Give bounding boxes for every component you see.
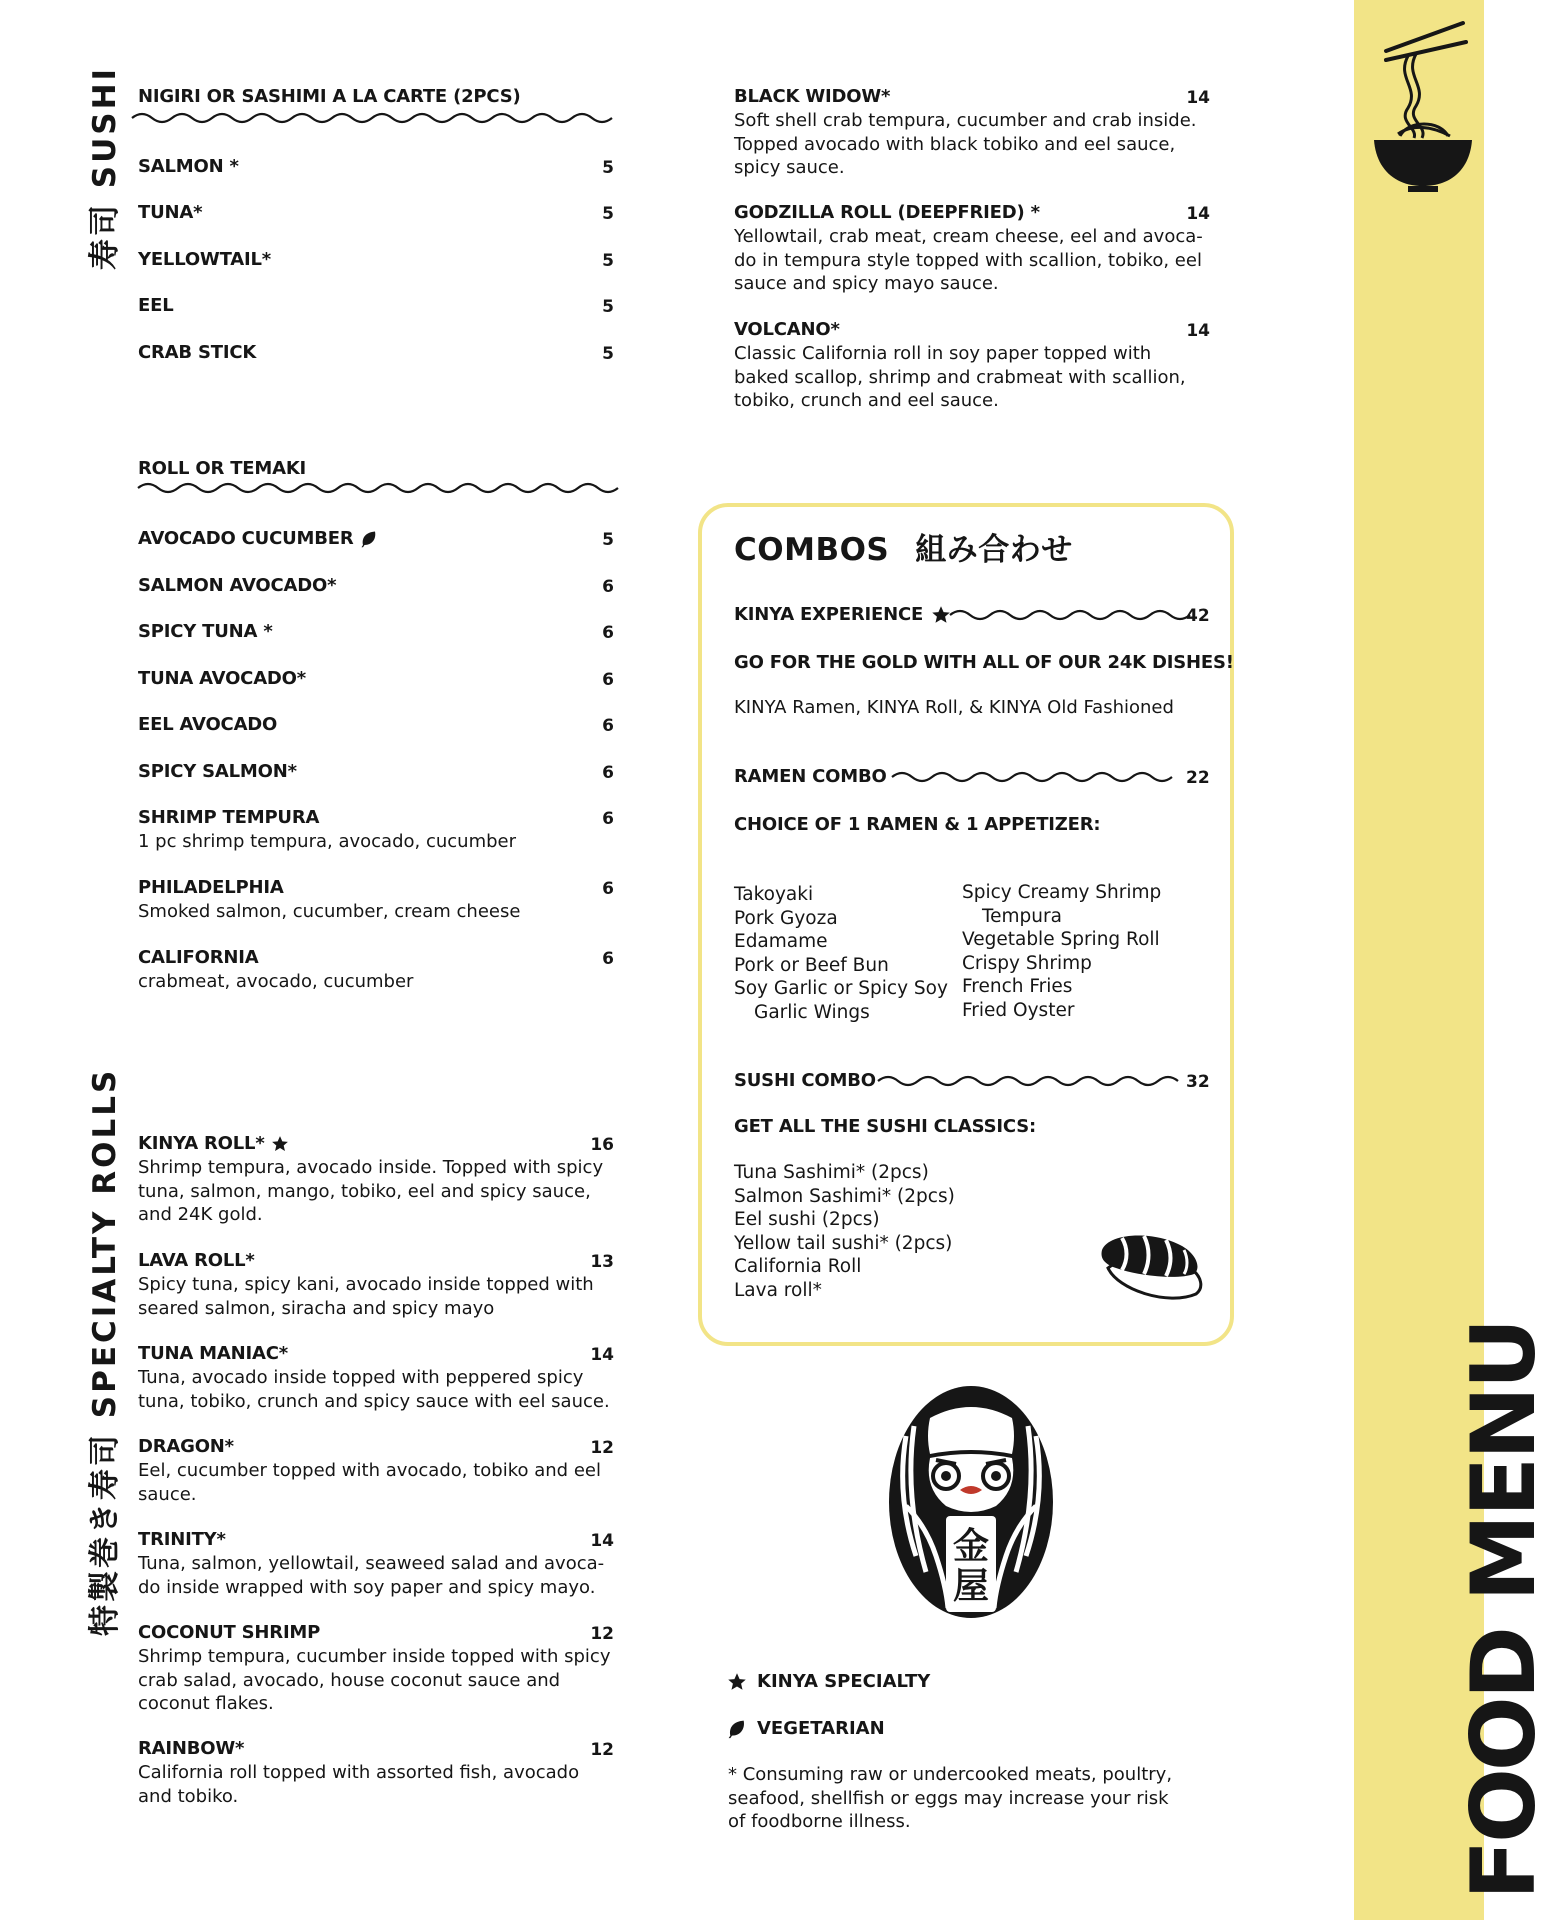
menu-item-description: Spicy tuna, spicy kani, avocado inside topped with seared salmon, siracha and spicy mayo — [138, 1274, 594, 1319]
menu-item-price: 6 — [602, 716, 614, 736]
menu-item-description: Tuna, avocado inside topped with peppered spicy tuna, tobiko, crunch and spicy sauce with eel sauce. — [138, 1367, 610, 1412]
menu-item-name: EEL — [138, 295, 174, 316]
menu-item — [138, 1250, 614, 1320]
menu-item-price: 5 — [602, 530, 614, 550]
wave-divider — [892, 769, 1178, 785]
menu-item — [138, 575, 614, 596]
rolls-title: ROLL OR TEMAKI — [138, 458, 307, 479]
wave-divider — [138, 480, 616, 496]
legend-specialty: KINYA SPECIALTY — [727, 1671, 930, 1692]
menu-item-name: RAINBOW* — [138, 1738, 245, 1759]
menu-item-name: TUNA MANIAC* — [138, 1343, 288, 1364]
menu-item-name: AVOCADO CUCUMBER — [138, 528, 614, 549]
list-item: Fried Oyster — [962, 999, 1075, 1021]
menu-item-name: YELLOWTAIL* — [138, 249, 271, 270]
list-item: Edamame — [734, 931, 828, 953]
menu-item-price: 14 — [590, 1345, 614, 1365]
menu-item — [138, 249, 614, 270]
menu-item-description: Classic California roll in soy paper topped with baked scallop, shrimp and crabmeat with scallion, tobiko, crunch and eel sauce. — [734, 343, 1186, 411]
sushi-combo-items — [734, 1161, 955, 1303]
allergy-note: * Consuming raw or undercooked meats, poultry, seafood, shellfish or eggs may increase your risk of foodborne illness. — [728, 1764, 1173, 1832]
kinya-experience-price: 42 — [1186, 606, 1210, 626]
menu-item-price: 14 — [1186, 88, 1210, 108]
menu-item-price: 12 — [590, 1624, 614, 1644]
menu-item — [138, 342, 614, 363]
menu-item — [138, 1529, 614, 1599]
menu-item — [138, 528, 614, 549]
menu-item-name: BLACK WIDOW* — [734, 86, 891, 107]
wave-divider — [878, 1073, 1178, 1089]
menu-item-name: TUNA* — [138, 202, 203, 223]
menu-item-name: CRAB STICK — [138, 342, 257, 363]
logo-kanji-top: 金 — [952, 1526, 990, 1567]
menu-item-name: PHILADELPHIA — [138, 877, 284, 898]
legend-vegetarian: VEGETARIAN — [727, 1718, 885, 1739]
sushi-section-label: 寿司 SUSHI — [87, 65, 123, 270]
menu-item — [138, 947, 614, 994]
sushi-combo-tagline: GET ALL THE SUSHI CLASSICS: — [734, 1116, 1036, 1137]
menu-item — [138, 1133, 614, 1227]
menu-item — [138, 202, 614, 223]
menu-item-price: 13 — [590, 1252, 614, 1272]
menu-item — [138, 1436, 614, 1506]
menu-item-name: TUNA AVOCADO* — [138, 668, 306, 689]
menu-item-price: 5 — [602, 204, 614, 224]
list-item: Takoyaki — [734, 884, 814, 905]
menu-item-name: TRINITY* — [138, 1529, 226, 1550]
list-item: Soy Garlic or Spicy Soy — [734, 978, 948, 1000]
menu-item-price: 6 — [602, 577, 614, 597]
menu-item-price: 6 — [602, 879, 614, 899]
list-item: Yellow tail sushi* (2pcs) — [734, 1232, 953, 1254]
menu-item-name: VOLCANO* — [734, 319, 840, 340]
sushi-combo-price: 32 — [1186, 1072, 1210, 1092]
star-icon — [931, 605, 951, 625]
list-item: Garlic Wings — [754, 1001, 870, 1023]
ramen-combo-price: 22 — [1186, 768, 1210, 788]
menu-item — [138, 668, 614, 689]
ramen-combo-tagline: CHOICE OF 1 RAMEN & 1 APPETIZER: — [734, 814, 1101, 835]
menu-item-name: CALIFORNIA — [138, 947, 259, 968]
menu-item — [734, 86, 1210, 180]
menu-item-name: KINYA ROLL* — [138, 1133, 614, 1154]
kinya-experience-items: KINYA Ramen, KINYA Roll, & KINYA Old Fashioned — [734, 697, 1174, 718]
menu-item-price: 6 — [602, 623, 614, 643]
menu-item-name: SALMON AVOCADO* — [138, 575, 337, 596]
list-item: California Roll — [734, 1256, 862, 1278]
menu-item — [138, 295, 614, 316]
menu-item-name: SALMON * — [138, 156, 239, 177]
menu-item-description: Eel, cucumber topped with avocado, tobiko and eel sauce. — [138, 1460, 601, 1505]
menu-item-price: 5 — [602, 344, 614, 364]
menu-item-name: SPICY SALMON* — [138, 761, 297, 782]
menu-item-price: 6 — [602, 949, 614, 969]
list-item: Spicy Creamy Shrimp — [962, 882, 1162, 903]
menu-item — [138, 1738, 614, 1808]
menu-item-price: 16 — [590, 1135, 614, 1155]
menu-item-name: COCONUT SHRIMP — [138, 1622, 321, 1643]
star-icon — [727, 1672, 747, 1692]
food-menu-title: FOOD MENU — [1452, 1320, 1555, 1900]
menu-item-price: 14 — [1186, 204, 1210, 224]
menu-item-price: 14 — [590, 1531, 614, 1551]
ramen-appetizers-col2 — [962, 881, 1161, 1023]
ramen-combo-name: RAMEN COMBO — [734, 766, 887, 787]
list-item: Salmon Sashimi* (2pcs) — [734, 1185, 955, 1207]
menu-item-name: SPICY TUNA * — [138, 621, 273, 642]
list-item: Lava roll* — [734, 1279, 822, 1301]
list-item: Eel sushi (2pcs) — [734, 1209, 880, 1231]
list-item: Tempura — [982, 905, 1062, 927]
menu-item-description: Shrimp tempura, cucumber inside topped with spicy crab salad, avocado, house coconut sauce and coconut flakes. — [138, 1646, 611, 1714]
menu-item — [734, 202, 1210, 296]
menu-item-name: EEL AVOCADO — [138, 714, 278, 735]
list-item: Pork or Beef Bun — [734, 954, 889, 976]
wave-divider — [132, 110, 612, 126]
menu-item-price: 5 — [602, 158, 614, 178]
menu-item-name: GODZILLA ROLL (DEEPFRIED) * — [734, 202, 1040, 223]
menu-item-price: 5 — [602, 297, 614, 317]
menu-item-name: SHRIMP TEMPURA — [138, 807, 320, 828]
menu-item-price: 12 — [590, 1438, 614, 1458]
specialty-section-label: 特製巻き寿司 SPECIALTY ROLLS — [87, 1067, 123, 1636]
menu-item-description: California roll topped with assorted fish, avocado and tobiko. — [138, 1762, 580, 1807]
menu-item-price: 5 — [602, 251, 614, 271]
menu-item-price: 14 — [1186, 321, 1210, 341]
menu-item — [138, 761, 614, 782]
kinya-experience-name: KINYA EXPERIENCE — [734, 604, 951, 625]
logo-kanji-bottom: 屋 — [952, 1566, 990, 1607]
menu-item — [138, 877, 614, 924]
menu-item-description: Tuna, salmon, yellowtail, seaweed salad and avoca-do inside wrapped with soy paper and spicy mayo. — [138, 1553, 605, 1598]
menu-item-description: 1 pc shrimp tempura, avocado, cucumber — [138, 831, 517, 852]
daruma-logo — [886, 1376, 1056, 1620]
menu-item — [138, 156, 614, 177]
combos-title: COMBOS 組み合わせ — [734, 532, 1073, 568]
menu-item-description: Smoked salmon, cucumber, cream cheese — [138, 901, 521, 922]
menu-item-description: crabmeat, avocado, cucumber — [138, 971, 414, 992]
list-item: Crispy Shrimp — [962, 952, 1092, 974]
list-item: Vegetable Spring Roll — [962, 929, 1160, 951]
menu-item-price: 6 — [602, 670, 614, 690]
menu-item — [138, 714, 614, 735]
nigiri-title: NIGIRI OR SASHIMI A LA CARTE (2PCS) — [138, 86, 521, 107]
menu-item-description: Soft shell crab tempura, cucumber and crab inside. Topped avocado with black tobiko and eel sauce, spicy sauce. — [734, 110, 1197, 178]
sushi-combo-name: SUSHI COMBO — [734, 1070, 876, 1091]
menu-item-description: Yellowtail, crab meat, cream cheese, eel and avoca-do in tempura style topped with scallion, tobiko, eel sauce and spicy mayo sauce. — [734, 226, 1203, 294]
nigiri-sushi-icon — [1098, 1228, 1206, 1306]
list-item: French Fries — [962, 976, 1073, 998]
menu-item-price: 6 — [602, 809, 614, 829]
menu-item — [734, 319, 1210, 413]
menu-item-name: LAVA ROLL* — [138, 1250, 255, 1271]
menu-item — [138, 1622, 614, 1716]
menu-item — [138, 1343, 614, 1413]
menu-item-name: DRAGON* — [138, 1436, 234, 1457]
wave-divider — [950, 607, 1176, 623]
menu-item-price: 12 — [590, 1740, 614, 1760]
noodle-bowl-icon — [1368, 18, 1478, 198]
list-item: Pork Gyoza — [734, 907, 838, 929]
leaf-icon — [360, 530, 378, 548]
kinya-experience-tagline: GO FOR THE GOLD WITH ALL OF OUR 24K DISHES! — [734, 652, 1234, 673]
menu-item — [138, 621, 614, 642]
menu-item-price: 6 — [602, 763, 614, 783]
ramen-appetizers-col1 — [734, 883, 948, 1025]
list-item: Tuna Sashimi* (2pcs) — [734, 1162, 929, 1183]
menu-item — [138, 807, 614, 854]
menu-item-description: Shrimp tempura, avocado inside. Topped with spicy tuna, salmon, mango, tobiko, eel and spicy sauce, and 24K gold. — [138, 1157, 604, 1225]
star-icon — [271, 1135, 289, 1153]
leaf-icon — [727, 1719, 747, 1739]
